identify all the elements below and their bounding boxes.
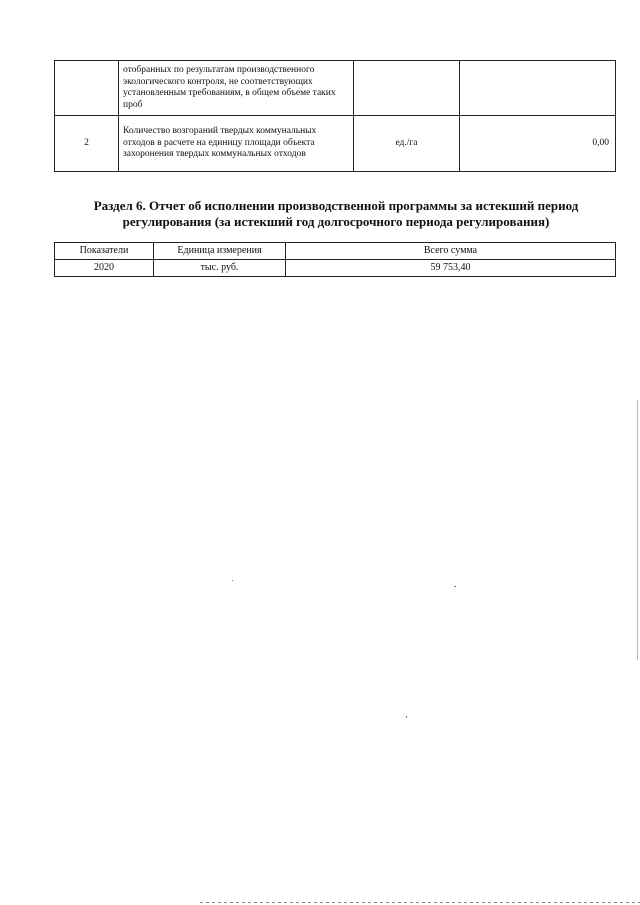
scan-speck — [454, 586, 456, 587]
header-total: Всего сумма — [286, 243, 616, 260]
table-header-row — [55, 243, 616, 260]
header-indicators: Показатели — [55, 243, 154, 260]
indicator-name-cell: отобранных по результатам производственного экологического контроля, не соответствующих установленным требованиям, в общем объеме таких проб — [119, 61, 354, 116]
value-cell — [460, 61, 616, 116]
row-number-cell: 2 — [55, 116, 119, 172]
unit-cell: тыс. руб. — [154, 260, 286, 277]
scan-edge — [200, 902, 640, 903]
year-cell: 2020 — [55, 260, 154, 277]
indicator-name-cell: Количество возгораний твердых коммунальных отходов в расчете на единицу площади объекта захоронения твердых коммунальных отходов — [119, 116, 354, 172]
section-title: Раздел 6. Отчет об исполнении производственной программы за истекший период регулирования (за истекший год долгосрочного периода регулирования) — [93, 198, 579, 229]
unit-cell: ед./га — [354, 116, 460, 172]
table-row — [55, 260, 616, 277]
scan-speck — [232, 580, 233, 581]
table-row — [55, 116, 616, 172]
scan-edge — [637, 400, 638, 660]
table-row — [55, 61, 616, 116]
program-report-table — [54, 242, 616, 277]
scan-speck — [406, 716, 407, 718]
value-cell: 0,00 — [460, 116, 616, 172]
indicators-table-continuation — [54, 60, 616, 172]
total-cell: 59 753,40 — [286, 260, 616, 277]
row-number-cell — [55, 61, 119, 116]
header-unit: Единица измерения — [154, 243, 286, 260]
unit-cell — [354, 61, 460, 116]
